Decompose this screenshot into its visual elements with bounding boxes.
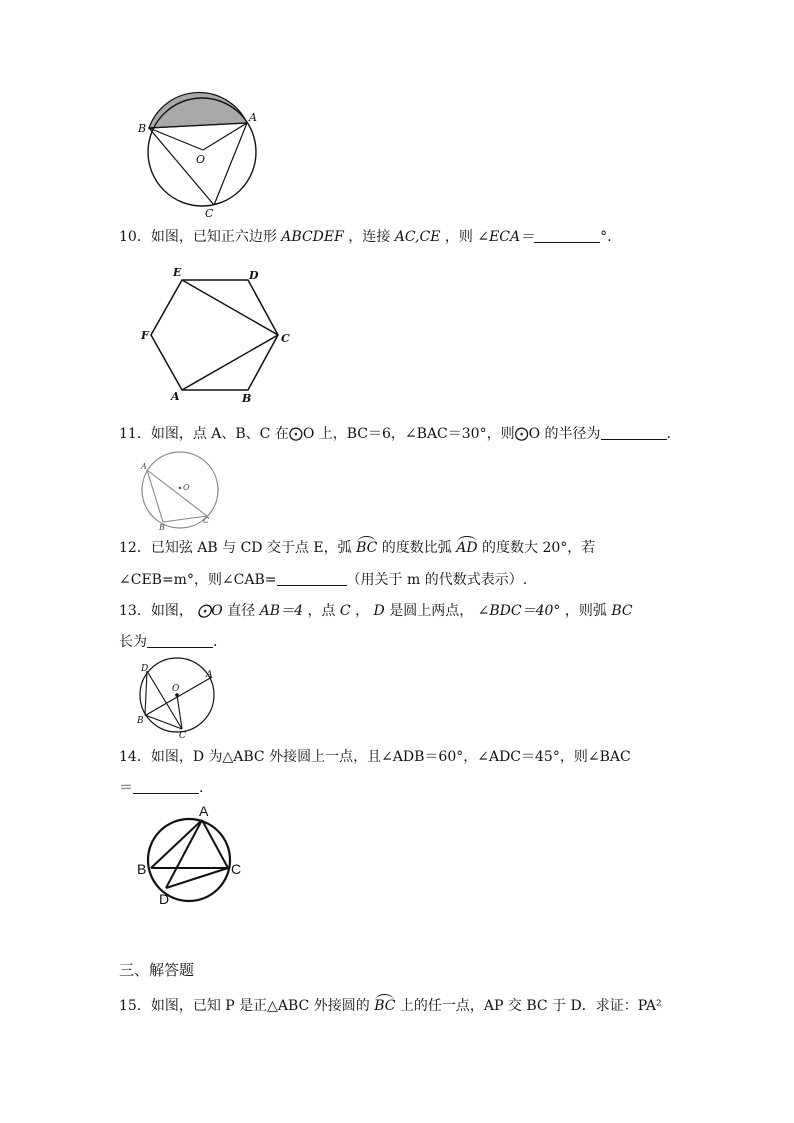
fig14-label-b: B: [137, 861, 147, 877]
q13-text-e: 是圆上两点，: [389, 603, 474, 619]
q13-point-c: C: [339, 603, 351, 619]
question-14-line1: [119, 747, 631, 767]
fig13-label-d: D: [141, 664, 149, 674]
q10-hexagon: ABCDEF: [281, 229, 344, 245]
q12-line2-a: ∠CEB=m°，则∠CAB=: [119, 572, 277, 588]
q10-angle: ∠ECA＝: [477, 229, 535, 245]
q13-line2: 长为: [119, 634, 147, 650]
question-10: [119, 227, 612, 247]
q14-end: .: [199, 780, 204, 796]
question-14-line2: [119, 778, 203, 798]
fig10-label-f: F: [141, 329, 149, 342]
q11-answer-blank[interactable]: [601, 425, 667, 440]
q11-text: 11．如图，点 A、B、C 在⨀O 上，BC＝6，∠BAC＝30°，则⨀O 的半径为: [119, 426, 601, 442]
q12-text-c: 的度数大 20°，若: [482, 540, 596, 556]
fig11-label-c: C: [203, 516, 210, 525]
section-3-title: 三、解答题: [119, 961, 195, 979]
fig10-label-c: C: [281, 332, 290, 345]
fig13-label-o: O: [172, 684, 180, 694]
fig13-label-b: B: [137, 716, 144, 726]
q10-mid: ，连接: [348, 229, 391, 245]
q13-text-d: ，: [355, 603, 370, 619]
question-11: [119, 424, 671, 444]
q13-answer-blank[interactable]: [147, 633, 213, 648]
q12-line2-b: （用关于 m 的代数式表示）.: [346, 572, 528, 588]
figure-q14: [132, 800, 252, 912]
fig14-label-d: D: [159, 891, 170, 907]
fig11-label-o: O: [183, 483, 190, 492]
q13-end: .: [213, 634, 218, 650]
q10-segments: AC,CE: [394, 229, 441, 245]
q13-point-d: D: [373, 603, 385, 619]
q13-text-f: ，则弧: [564, 603, 607, 619]
fig9-label-o: O: [196, 153, 206, 166]
q15-arc-bc: BC: [374, 998, 396, 1014]
fig13-label-a: A: [206, 670, 213, 680]
q13-ab: AB＝4: [259, 603, 303, 619]
fig14-label-a: A: [199, 803, 209, 819]
question-13-line1: [119, 601, 633, 621]
q10-end: °.: [600, 229, 612, 245]
question-13-line2: [119, 632, 217, 652]
fig11-label-b: B: [159, 523, 165, 532]
figure-q11: [136, 448, 226, 534]
figure-q13: [134, 655, 224, 741]
q13-text-c: ，点: [307, 603, 336, 619]
q13-angle: ∠BDC＝40°: [477, 603, 561, 619]
q10-then: ，则: [444, 229, 473, 245]
question-12-line1: [119, 538, 595, 558]
fig10-label-e: E: [173, 266, 182, 279]
q12-arc-bc: BC: [356, 540, 378, 556]
fig10-label-b: B: [242, 392, 252, 405]
q15-text-a: 15．如图，已知 P 是正△ABC 外接圆的: [119, 998, 370, 1014]
fig11-label-a: A: [141, 462, 147, 471]
q14-answer-blank[interactable]: [133, 779, 199, 794]
figure-q10: [138, 262, 298, 407]
q13-text-a: 13．如图，: [119, 603, 193, 619]
q11-end: .: [666, 426, 671, 442]
fig9-label-b: B: [138, 122, 147, 135]
q13-circle: ⨀O: [197, 603, 223, 619]
figure-q9: [130, 90, 270, 220]
q12-arc-ad: AD: [456, 540, 478, 556]
q12-text-a: 12．已知弦 AB 与 CD 交于点 E，弧: [119, 540, 352, 556]
q12-answer-blank[interactable]: [277, 571, 347, 586]
fig13-label-c: C: [179, 731, 186, 741]
q13-arc-bc: BC: [611, 603, 633, 619]
q14-line1: 14．如图，D 为△ABC 外接圆上一点，且∠ADB＝60°，∠ADC＝45°，则∠BAC: [119, 749, 631, 765]
q13-text-b: 直径: [227, 603, 256, 619]
fig10-label-a: A: [171, 390, 180, 403]
fig9-label-a: A: [249, 111, 257, 124]
fig14-label-c: C: [231, 861, 242, 877]
q14-line2: ＝: [119, 780, 133, 796]
q12-text-b: 的度数比弧: [381, 540, 452, 556]
q10-number: 10．如图，已知正六边形: [119, 229, 277, 245]
fig9-label-c: C: [205, 207, 214, 220]
question-15: [119, 996, 662, 1016]
q10-answer-blank[interactable]: [534, 228, 600, 243]
fig10-label-d: D: [249, 269, 259, 282]
question-12-line2: [119, 570, 527, 590]
q15-text-b: 上的任一点，AP 交 BC 于 D．求证：PA²: [399, 998, 662, 1014]
